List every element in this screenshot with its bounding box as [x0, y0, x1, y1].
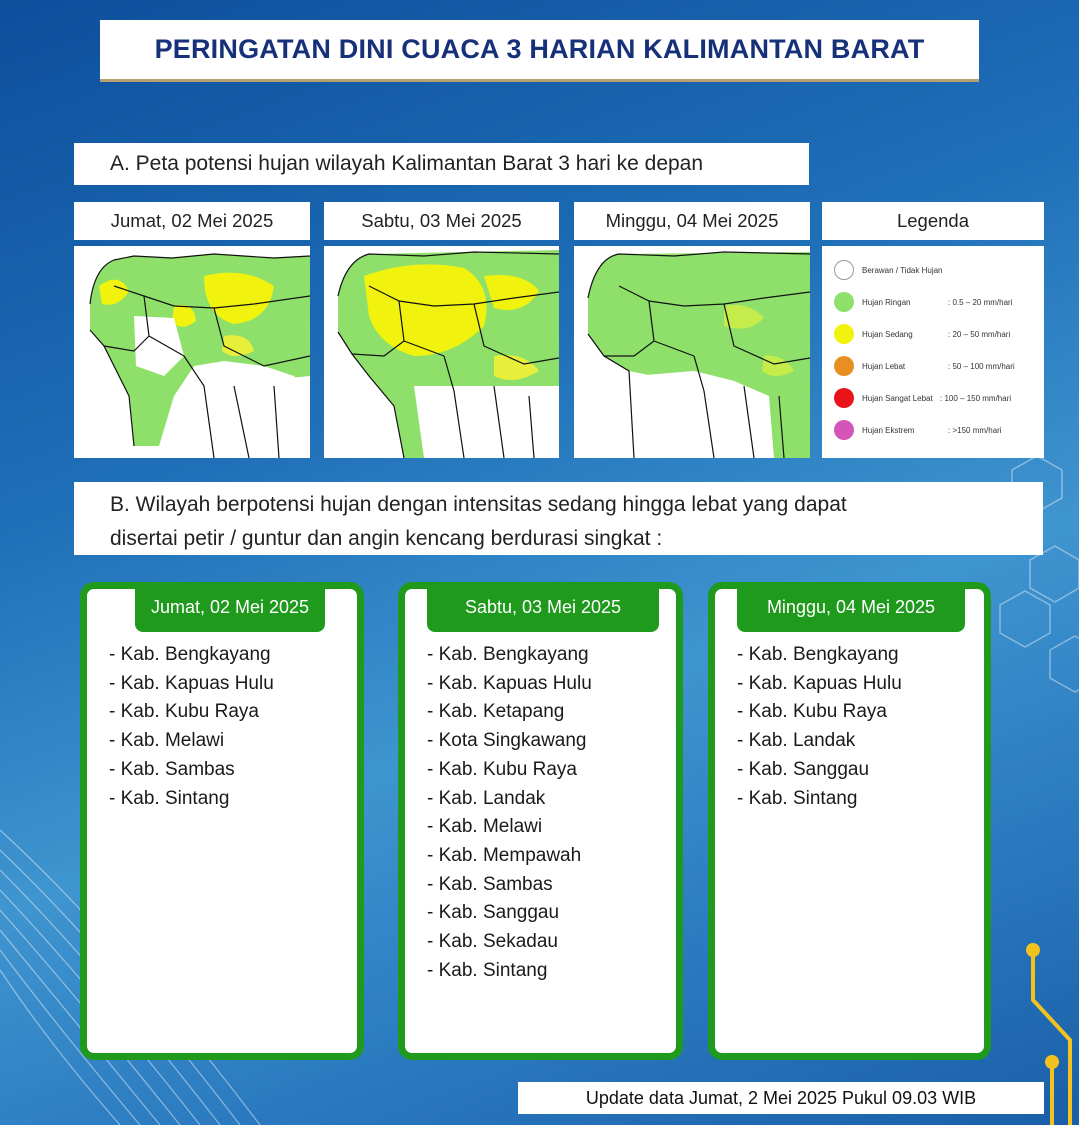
list-item: - Kab. Bengkayang [737, 644, 899, 665]
legend-swatch-red [834, 388, 854, 408]
legend-item-sangat-lebat: Hujan Sangat Lebat : 100 – 150 mm/hari [834, 388, 1011, 408]
rain-map-day1 [74, 246, 310, 458]
list-item: - Kab. Landak [737, 730, 856, 752]
legend-swatch-yellow [834, 324, 854, 344]
day-card-2-list [427, 641, 592, 985]
map-date-day3: Minggu, 04 Mei 2025 [574, 202, 810, 240]
rain-map-day3 [574, 246, 810, 458]
rain-map-day2 [324, 246, 559, 458]
list-item: - Kab. Kubu Raya [427, 758, 577, 780]
list-item: - Kab. Sekadau [427, 931, 558, 953]
legend-swatch-orange [834, 356, 854, 376]
list-item: - Kab. Sanggau [427, 902, 560, 924]
list-item: - Kab. Melawi [109, 730, 225, 752]
update-footer: Update data Jumat, 2 Mei 2025 Pukul 09.03 WIB [518, 1082, 1044, 1114]
legend-item-berawan: Berawan / Tidak Hujan [834, 260, 943, 280]
list-item: - Kab. Kubu Raya [109, 701, 259, 723]
list-item: - Kab. Sintang [109, 787, 230, 809]
list-item: - Kab. Kapuas Hulu [427, 672, 592, 694]
page-title: PERINGATAN DINI CUACA 3 HARIAN KALIMANTAN BARAT [154, 34, 925, 64]
list-item: - Kab. Bengkayang [109, 644, 271, 665]
list-item: - Kab. Kubu Raya [737, 701, 887, 723]
list-item: - Kab. Kapuas Hulu [737, 672, 902, 694]
day-card-1-list [109, 641, 274, 813]
title-banner [100, 20, 979, 82]
list-item: - Kab. Sanggau [737, 758, 870, 780]
section-a-heading: A. Peta potensi hujan wilayah Kalimantan Barat 3 hari ke depan [74, 143, 809, 185]
list-item: - Kab. Sambas [427, 873, 553, 895]
list-item: - Kab. Ketapang [427, 701, 565, 723]
day-card-3-list [737, 641, 902, 813]
list-item: - Kab. Mempawah [427, 844, 582, 866]
section-b-line2: disertai petir / guntur dan angin kencang berdurasi singkat : [110, 527, 663, 550]
legend-item-lebat: Hujan Lebat : 50 – 100 mm/hari [834, 356, 1015, 376]
section-b-heading [74, 482, 1043, 555]
list-item: - Kab. Bengkayang [427, 644, 589, 665]
legend-title: Legenda [822, 202, 1044, 240]
map-date-day2: Sabtu, 03 Mei 2025 [324, 202, 559, 240]
list-item: - Kab. Sintang [737, 787, 858, 809]
map-date-day1: Jumat, 02 Mei 2025 [74, 202, 310, 240]
day-card-2 [398, 582, 683, 1060]
legend-swatch-green [834, 292, 854, 312]
legend-swatch-white [834, 260, 854, 280]
day-card-3 [708, 582, 991, 1060]
legend-item-sedang: Hujan Sedang : 20 – 50 mm/hari [834, 324, 1010, 344]
legend-swatch-magenta [834, 420, 854, 440]
day-card-1 [80, 582, 364, 1060]
day-card-1-title: Jumat, 02 Mei 2025 [135, 582, 325, 632]
legend-item-ringan: Hujan Ringan : 0.5 – 20 mm/hari [834, 292, 1012, 312]
legend-panel [822, 246, 1044, 458]
list-item: - Kab. Landak [427, 787, 546, 809]
day-card-3-title: Minggu, 04 Mei 2025 [737, 582, 965, 632]
list-item: - Kab. Sambas [109, 758, 235, 780]
list-item: - Kab. Sintang [427, 959, 548, 981]
section-b-line1: B. Wilayah berpotensi hujan dengan intensitas sedang hingga lebat yang dapat [110, 493, 847, 516]
day-card-2-title: Sabtu, 03 Mei 2025 [427, 582, 659, 632]
list-item: - Kab. Melawi [427, 816, 543, 838]
legend-item-ekstrem: Hujan Ekstrem : >150 mm/hari [834, 420, 1002, 440]
list-item: - Kab. Kapuas Hulu [109, 672, 274, 694]
list-item: - Kota Singkawang [427, 730, 587, 752]
